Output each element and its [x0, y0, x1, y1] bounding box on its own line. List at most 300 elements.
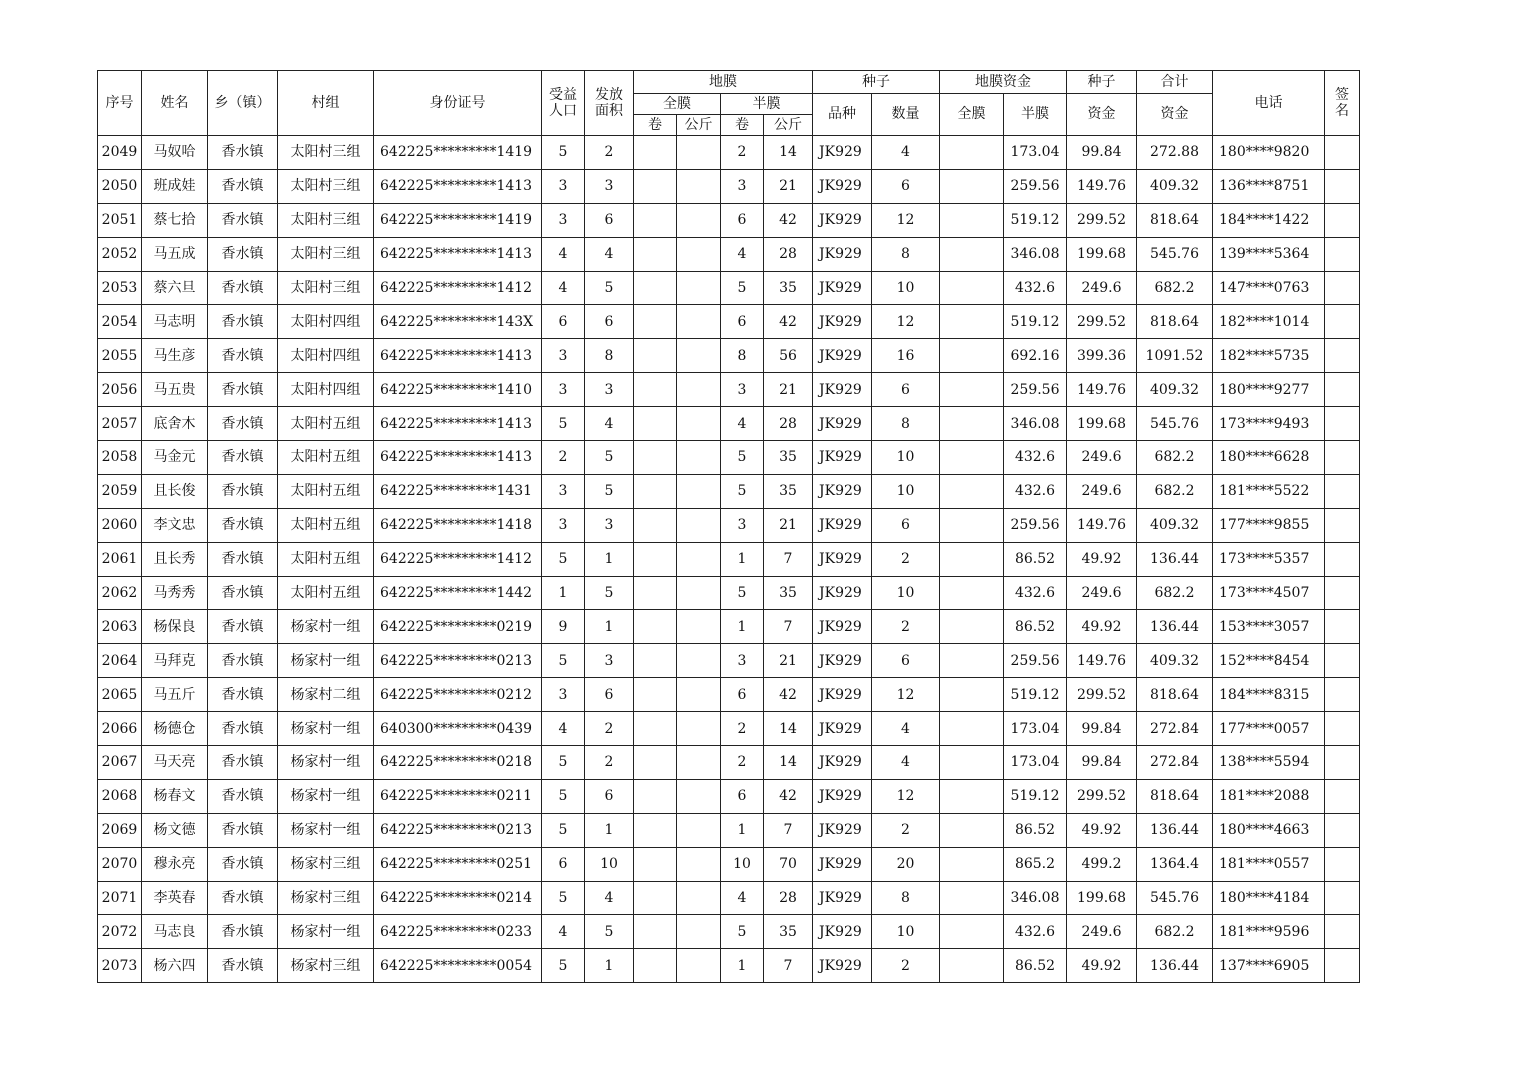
- cell-beneficiaries: 5: [542, 746, 585, 780]
- cell-phone: 173****9493: [1213, 407, 1325, 441]
- cell-township: 香水镇: [208, 339, 278, 373]
- cell-sign: [1325, 746, 1360, 780]
- cell-id-number: 642225*********143X: [374, 305, 542, 339]
- cell-full-roll: [634, 949, 677, 983]
- cell-township: 香水镇: [208, 136, 278, 170]
- cell-name: 杨六四: [142, 949, 208, 983]
- cell-total-fund: 818.64: [1137, 779, 1213, 813]
- cell-name: 班成娃: [142, 169, 208, 203]
- cell-village: 太阳村四组: [278, 305, 374, 339]
- cell-sign: [1325, 779, 1360, 813]
- cell-half-kg: 28: [764, 237, 813, 271]
- cell-fund-full: [940, 881, 1004, 915]
- cell-fund-full: [940, 373, 1004, 407]
- cell-full-kg: [677, 203, 721, 237]
- header-film-fund: 地膜资金: [940, 71, 1067, 94]
- cell-half-roll: 6: [721, 779, 764, 813]
- cell-name: 马拜克: [142, 644, 208, 678]
- cell-seq: 2059: [98, 474, 142, 508]
- cell-village: 太阳村三组: [278, 237, 374, 271]
- cell-village: 太阳村四组: [278, 373, 374, 407]
- cell-full-kg: [677, 136, 721, 170]
- cell-township: 香水镇: [208, 305, 278, 339]
- cell-seq: 2066: [98, 712, 142, 746]
- cell-name: 蔡七拾: [142, 203, 208, 237]
- cell-seq: 2051: [98, 203, 142, 237]
- cell-full-kg: [677, 915, 721, 949]
- cell-seq: 2058: [98, 441, 142, 475]
- cell-name: 马志良: [142, 915, 208, 949]
- cell-seq: 2061: [98, 542, 142, 576]
- cell-full-kg: [677, 813, 721, 847]
- cell-village: 太阳村三组: [278, 136, 374, 170]
- cell-name: 李英春: [142, 881, 208, 915]
- cell-total-fund: 682.2: [1137, 915, 1213, 949]
- cell-township: 香水镇: [208, 644, 278, 678]
- cell-variety: JK929: [813, 712, 872, 746]
- cell-half-roll: 4: [721, 407, 764, 441]
- cell-seq: 2053: [98, 271, 142, 305]
- cell-fund-half: 259.56: [1004, 373, 1067, 407]
- cell-fund-full: [940, 339, 1004, 373]
- cell-variety: JK929: [813, 576, 872, 610]
- cell-seed-fund: 299.52: [1067, 678, 1137, 712]
- cell-variety: JK929: [813, 237, 872, 271]
- cell-qty: 8: [872, 407, 940, 441]
- cell-village: 杨家村三组: [278, 881, 374, 915]
- cell-qty: 10: [872, 271, 940, 305]
- cell-full-kg: [677, 237, 721, 271]
- cell-half-kg: 7: [764, 949, 813, 983]
- header-full-film: 全膜: [634, 94, 721, 115]
- cell-full-roll: [634, 746, 677, 780]
- cell-full-kg: [677, 746, 721, 780]
- cell-qty: 4: [872, 136, 940, 170]
- cell-variety: JK929: [813, 169, 872, 203]
- cell-beneficiaries: 5: [542, 644, 585, 678]
- cell-full-roll: [634, 881, 677, 915]
- cell-id-number: 642225*********1442: [374, 576, 542, 610]
- cell-qty: 10: [872, 915, 940, 949]
- cell-full-roll: [634, 678, 677, 712]
- cell-fund-half: 86.52: [1004, 610, 1067, 644]
- cell-fund-half: 432.6: [1004, 474, 1067, 508]
- cell-sign: [1325, 542, 1360, 576]
- cell-seq: 2049: [98, 136, 142, 170]
- cell-area: 8: [585, 339, 634, 373]
- cell-township: 香水镇: [208, 441, 278, 475]
- cell-seq: 2055: [98, 339, 142, 373]
- cell-township: 香水镇: [208, 779, 278, 813]
- cell-total-fund: 545.76: [1137, 407, 1213, 441]
- cell-name: 杨文德: [142, 813, 208, 847]
- cell-name: 马五成: [142, 237, 208, 271]
- cell-fund-full: [940, 169, 1004, 203]
- cell-variety: JK929: [813, 271, 872, 305]
- cell-township: 香水镇: [208, 271, 278, 305]
- header-phone: 电话: [1213, 71, 1325, 136]
- cell-seed-fund: 49.92: [1067, 813, 1137, 847]
- cell-variety: JK929: [813, 644, 872, 678]
- cell-sign: [1325, 712, 1360, 746]
- cell-name: 且长秀: [142, 542, 208, 576]
- cell-seed-fund: 99.84: [1067, 746, 1137, 780]
- cell-village: 太阳村三组: [278, 169, 374, 203]
- cell-full-kg: [677, 373, 721, 407]
- cell-sign: [1325, 373, 1360, 407]
- cell-phone: 152****8454: [1213, 644, 1325, 678]
- cell-fund-half: 86.52: [1004, 813, 1067, 847]
- cell-half-kg: 42: [764, 203, 813, 237]
- cell-phone: 182****1014: [1213, 305, 1325, 339]
- cell-sign: [1325, 169, 1360, 203]
- table-row: [98, 339, 1360, 373]
- cell-phone: 147****0763: [1213, 271, 1325, 305]
- cell-variety: JK929: [813, 949, 872, 983]
- cell-half-kg: 7: [764, 542, 813, 576]
- cell-village: 杨家村一组: [278, 813, 374, 847]
- cell-fund-half: 259.56: [1004, 508, 1067, 542]
- cell-full-roll: [634, 542, 677, 576]
- cell-sign: [1325, 847, 1360, 881]
- cell-area: 5: [585, 915, 634, 949]
- cell-fund-half: 432.6: [1004, 915, 1067, 949]
- table-row: [98, 203, 1360, 237]
- cell-variety: JK929: [813, 339, 872, 373]
- cell-beneficiaries: 9: [542, 610, 585, 644]
- cell-sign: [1325, 678, 1360, 712]
- cell-id-number: 642225*********0218: [374, 746, 542, 780]
- cell-total-fund: 682.2: [1137, 474, 1213, 508]
- cell-id-number: 640300*********0439: [374, 712, 542, 746]
- cell-half-roll: 3: [721, 508, 764, 542]
- cell-half-roll: 4: [721, 237, 764, 271]
- header-full-kg: 公斤: [677, 115, 721, 136]
- cell-total-fund: 545.76: [1137, 237, 1213, 271]
- header-sign: 签 名: [1325, 71, 1360, 136]
- cell-township: 香水镇: [208, 746, 278, 780]
- cell-variety: JK929: [813, 915, 872, 949]
- cell-seed-fund: 149.76: [1067, 169, 1137, 203]
- cell-full-roll: [634, 407, 677, 441]
- cell-variety: JK929: [813, 610, 872, 644]
- cell-phone: 180****4184: [1213, 881, 1325, 915]
- table-row: [98, 136, 1360, 170]
- cell-village: 太阳村五组: [278, 407, 374, 441]
- cell-phone: 138****5594: [1213, 746, 1325, 780]
- table-row: [98, 441, 1360, 475]
- cell-half-roll: 1: [721, 542, 764, 576]
- cell-fund-half: 519.12: [1004, 779, 1067, 813]
- cell-half-roll: 4: [721, 881, 764, 915]
- header-variety: 品种: [813, 94, 872, 136]
- cell-seed-fund: 299.52: [1067, 305, 1137, 339]
- cell-qty: 10: [872, 474, 940, 508]
- cell-township: 香水镇: [208, 712, 278, 746]
- cell-beneficiaries: 5: [542, 813, 585, 847]
- cell-village: 太阳村五组: [278, 542, 374, 576]
- cell-total-fund: 409.32: [1137, 644, 1213, 678]
- cell-half-kg: 21: [764, 508, 813, 542]
- cell-fund-full: [940, 441, 1004, 475]
- cell-id-number: 642225*********0213: [374, 644, 542, 678]
- cell-fund-full: [940, 407, 1004, 441]
- cell-seq: 2052: [98, 237, 142, 271]
- cell-phone: 181****9596: [1213, 915, 1325, 949]
- cell-total-fund: 272.84: [1137, 746, 1213, 780]
- table-row: [98, 915, 1360, 949]
- cell-name: 马奴哈: [142, 136, 208, 170]
- cell-fund-full: [940, 542, 1004, 576]
- cell-id-number: 642225*********0054: [374, 949, 542, 983]
- cell-sign: [1325, 881, 1360, 915]
- cell-half-kg: 35: [764, 915, 813, 949]
- cell-township: 香水镇: [208, 949, 278, 983]
- table-body: [98, 136, 1360, 983]
- cell-seq: 2060: [98, 508, 142, 542]
- cell-sign: [1325, 508, 1360, 542]
- cell-area: 2: [585, 746, 634, 780]
- cell-beneficiaries: 6: [542, 305, 585, 339]
- cell-full-kg: [677, 169, 721, 203]
- cell-village: 太阳村三组: [278, 203, 374, 237]
- cell-full-roll: [634, 915, 677, 949]
- cell-half-kg: 35: [764, 474, 813, 508]
- cell-beneficiaries: 4: [542, 712, 585, 746]
- cell-fund-full: [940, 779, 1004, 813]
- cell-half-roll: 5: [721, 441, 764, 475]
- cell-id-number: 642225*********1419: [374, 203, 542, 237]
- cell-seq: 2062: [98, 576, 142, 610]
- cell-full-roll: [634, 271, 677, 305]
- cell-name: 杨德仓: [142, 712, 208, 746]
- cell-full-kg: [677, 881, 721, 915]
- cell-area: 5: [585, 441, 634, 475]
- cell-half-roll: 2: [721, 746, 764, 780]
- cell-full-kg: [677, 644, 721, 678]
- cell-variety: JK929: [813, 203, 872, 237]
- cell-full-roll: [634, 508, 677, 542]
- cell-half-kg: 35: [764, 576, 813, 610]
- cell-beneficiaries: 5: [542, 542, 585, 576]
- cell-area: 6: [585, 305, 634, 339]
- cell-qty: 4: [872, 746, 940, 780]
- cell-half-roll: 5: [721, 271, 764, 305]
- cell-qty: 2: [872, 949, 940, 983]
- cell-beneficiaries: 3: [542, 169, 585, 203]
- cell-fund-full: [940, 644, 1004, 678]
- cell-phone: 182****5735: [1213, 339, 1325, 373]
- cell-variety: JK929: [813, 779, 872, 813]
- cell-name: 蔡六旦: [142, 271, 208, 305]
- cell-full-kg: [677, 610, 721, 644]
- cell-half-roll: 6: [721, 678, 764, 712]
- cell-seed-fund: 249.6: [1067, 474, 1137, 508]
- cell-fund-half: 173.04: [1004, 746, 1067, 780]
- cell-variety: JK929: [813, 542, 872, 576]
- cell-seed-fund: 299.52: [1067, 779, 1137, 813]
- cell-total-fund: 682.2: [1137, 271, 1213, 305]
- table-row: [98, 542, 1360, 576]
- cell-area: 5: [585, 474, 634, 508]
- cell-total-fund: 409.32: [1137, 508, 1213, 542]
- cell-full-kg: [677, 339, 721, 373]
- cell-total-fund: 1091.52: [1137, 339, 1213, 373]
- cell-qty: 12: [872, 678, 940, 712]
- cell-full-roll: [634, 136, 677, 170]
- cell-total-fund: 818.64: [1137, 305, 1213, 339]
- cell-fund-half: 692.16: [1004, 339, 1067, 373]
- cell-phone: 184****1422: [1213, 203, 1325, 237]
- cell-fund-half: 519.12: [1004, 203, 1067, 237]
- cell-township: 香水镇: [208, 847, 278, 881]
- table-row: [98, 508, 1360, 542]
- cell-id-number: 642225*********1419: [374, 136, 542, 170]
- cell-name: 杨保良: [142, 610, 208, 644]
- table-row: [98, 169, 1360, 203]
- cell-id-number: 642225*********1413: [374, 339, 542, 373]
- cell-fund-half: 519.12: [1004, 305, 1067, 339]
- table-row: [98, 474, 1360, 508]
- cell-qty: 16: [872, 339, 940, 373]
- table-row: [98, 407, 1360, 441]
- table-row: [98, 881, 1360, 915]
- cell-seed-fund: 49.92: [1067, 542, 1137, 576]
- cell-sign: [1325, 407, 1360, 441]
- cell-half-kg: 42: [764, 779, 813, 813]
- cell-fund-full: [940, 678, 1004, 712]
- cell-full-roll: [634, 779, 677, 813]
- cell-id-number: 642225*********1413: [374, 441, 542, 475]
- cell-half-roll: 1: [721, 949, 764, 983]
- cell-village: 杨家村一组: [278, 779, 374, 813]
- cell-total-fund: 136.44: [1137, 542, 1213, 576]
- cell-township: 香水镇: [208, 407, 278, 441]
- cell-village: 太阳村五组: [278, 474, 374, 508]
- cell-half-kg: 42: [764, 678, 813, 712]
- cell-qty: 6: [872, 508, 940, 542]
- cell-fund-full: [940, 746, 1004, 780]
- cell-half-kg: 56: [764, 339, 813, 373]
- header-township: 乡（镇）: [208, 71, 278, 136]
- cell-name: 马秀秀: [142, 576, 208, 610]
- cell-area: 10: [585, 847, 634, 881]
- cell-full-roll: [634, 373, 677, 407]
- cell-fund-half: 86.52: [1004, 542, 1067, 576]
- header-half-kg: 公斤: [764, 115, 813, 136]
- cell-seq: 2054: [98, 305, 142, 339]
- cell-fund-full: [940, 237, 1004, 271]
- cell-fund-half: 346.08: [1004, 881, 1067, 915]
- cell-fund-full: [940, 271, 1004, 305]
- cell-full-kg: [677, 542, 721, 576]
- cell-half-roll: 5: [721, 474, 764, 508]
- cell-seed-fund: 49.92: [1067, 610, 1137, 644]
- header-qty: 数量: [872, 94, 940, 136]
- cell-qty: 10: [872, 441, 940, 475]
- cell-half-kg: 21: [764, 169, 813, 203]
- cell-area: 6: [585, 203, 634, 237]
- cell-qty: 4: [872, 712, 940, 746]
- table-row: [98, 746, 1360, 780]
- cell-township: 香水镇: [208, 542, 278, 576]
- cell-village: 太阳村五组: [278, 508, 374, 542]
- cell-qty: 2: [872, 610, 940, 644]
- cell-id-number: 642225*********1410: [374, 373, 542, 407]
- cell-fund-half: 432.6: [1004, 441, 1067, 475]
- cell-fund-full: [940, 203, 1004, 237]
- cell-total-fund: 409.32: [1137, 169, 1213, 203]
- cell-half-kg: 35: [764, 441, 813, 475]
- cell-seq: 2065: [98, 678, 142, 712]
- cell-full-kg: [677, 779, 721, 813]
- cell-village: 杨家村一组: [278, 746, 374, 780]
- cell-township: 香水镇: [208, 373, 278, 407]
- cell-seed-fund: 249.6: [1067, 271, 1137, 305]
- table-row: [98, 678, 1360, 712]
- cell-name: 马五贵: [142, 373, 208, 407]
- cell-full-kg: [677, 508, 721, 542]
- cell-phone: 139****5364: [1213, 237, 1325, 271]
- cell-sign: [1325, 474, 1360, 508]
- subsidy-table: [97, 70, 1360, 983]
- cell-seed-fund: 249.6: [1067, 915, 1137, 949]
- cell-seed-fund: 249.6: [1067, 576, 1137, 610]
- cell-seed-fund: 99.84: [1067, 136, 1137, 170]
- header-total-bottom: 资金: [1137, 94, 1213, 136]
- cell-township: 香水镇: [208, 203, 278, 237]
- cell-seq: 2071: [98, 881, 142, 915]
- header-seed: 种子: [813, 71, 940, 94]
- cell-id-number: 642225*********1413: [374, 237, 542, 271]
- header-name: 姓名: [142, 71, 208, 136]
- cell-variety: JK929: [813, 508, 872, 542]
- cell-beneficiaries: 3: [542, 508, 585, 542]
- cell-phone: 184****8315: [1213, 678, 1325, 712]
- cell-fund-full: [940, 949, 1004, 983]
- cell-seed-fund: 199.68: [1067, 881, 1137, 915]
- cell-id-number: 642225*********1413: [374, 169, 542, 203]
- cell-seed-fund: 499.2: [1067, 847, 1137, 881]
- cell-phone: 137****6905: [1213, 949, 1325, 983]
- cell-name: 且长俊: [142, 474, 208, 508]
- cell-qty: 8: [872, 237, 940, 271]
- cell-area: 2: [585, 136, 634, 170]
- cell-beneficiaries: 4: [542, 237, 585, 271]
- cell-seed-fund: 249.6: [1067, 441, 1137, 475]
- cell-qty: 20: [872, 847, 940, 881]
- cell-seed-fund: 99.84: [1067, 712, 1137, 746]
- header-half-roll: 卷: [721, 115, 764, 136]
- cell-total-fund: 818.64: [1137, 678, 1213, 712]
- cell-half-roll: 5: [721, 576, 764, 610]
- cell-village: 杨家村一组: [278, 644, 374, 678]
- cell-id-number: 642225*********1412: [374, 542, 542, 576]
- cell-phone: 181****5522: [1213, 474, 1325, 508]
- cell-fund-half: 86.52: [1004, 949, 1067, 983]
- cell-half-roll: 8: [721, 339, 764, 373]
- table-row: [98, 779, 1360, 813]
- cell-seed-fund: 149.76: [1067, 644, 1137, 678]
- cell-sign: [1325, 576, 1360, 610]
- cell-phone: 180****9820: [1213, 136, 1325, 170]
- cell-qty: 12: [872, 305, 940, 339]
- cell-township: 香水镇: [208, 508, 278, 542]
- header-fund-half: 半膜: [1004, 94, 1067, 136]
- cell-variety: JK929: [813, 407, 872, 441]
- cell-area: 2: [585, 712, 634, 746]
- cell-area: 6: [585, 779, 634, 813]
